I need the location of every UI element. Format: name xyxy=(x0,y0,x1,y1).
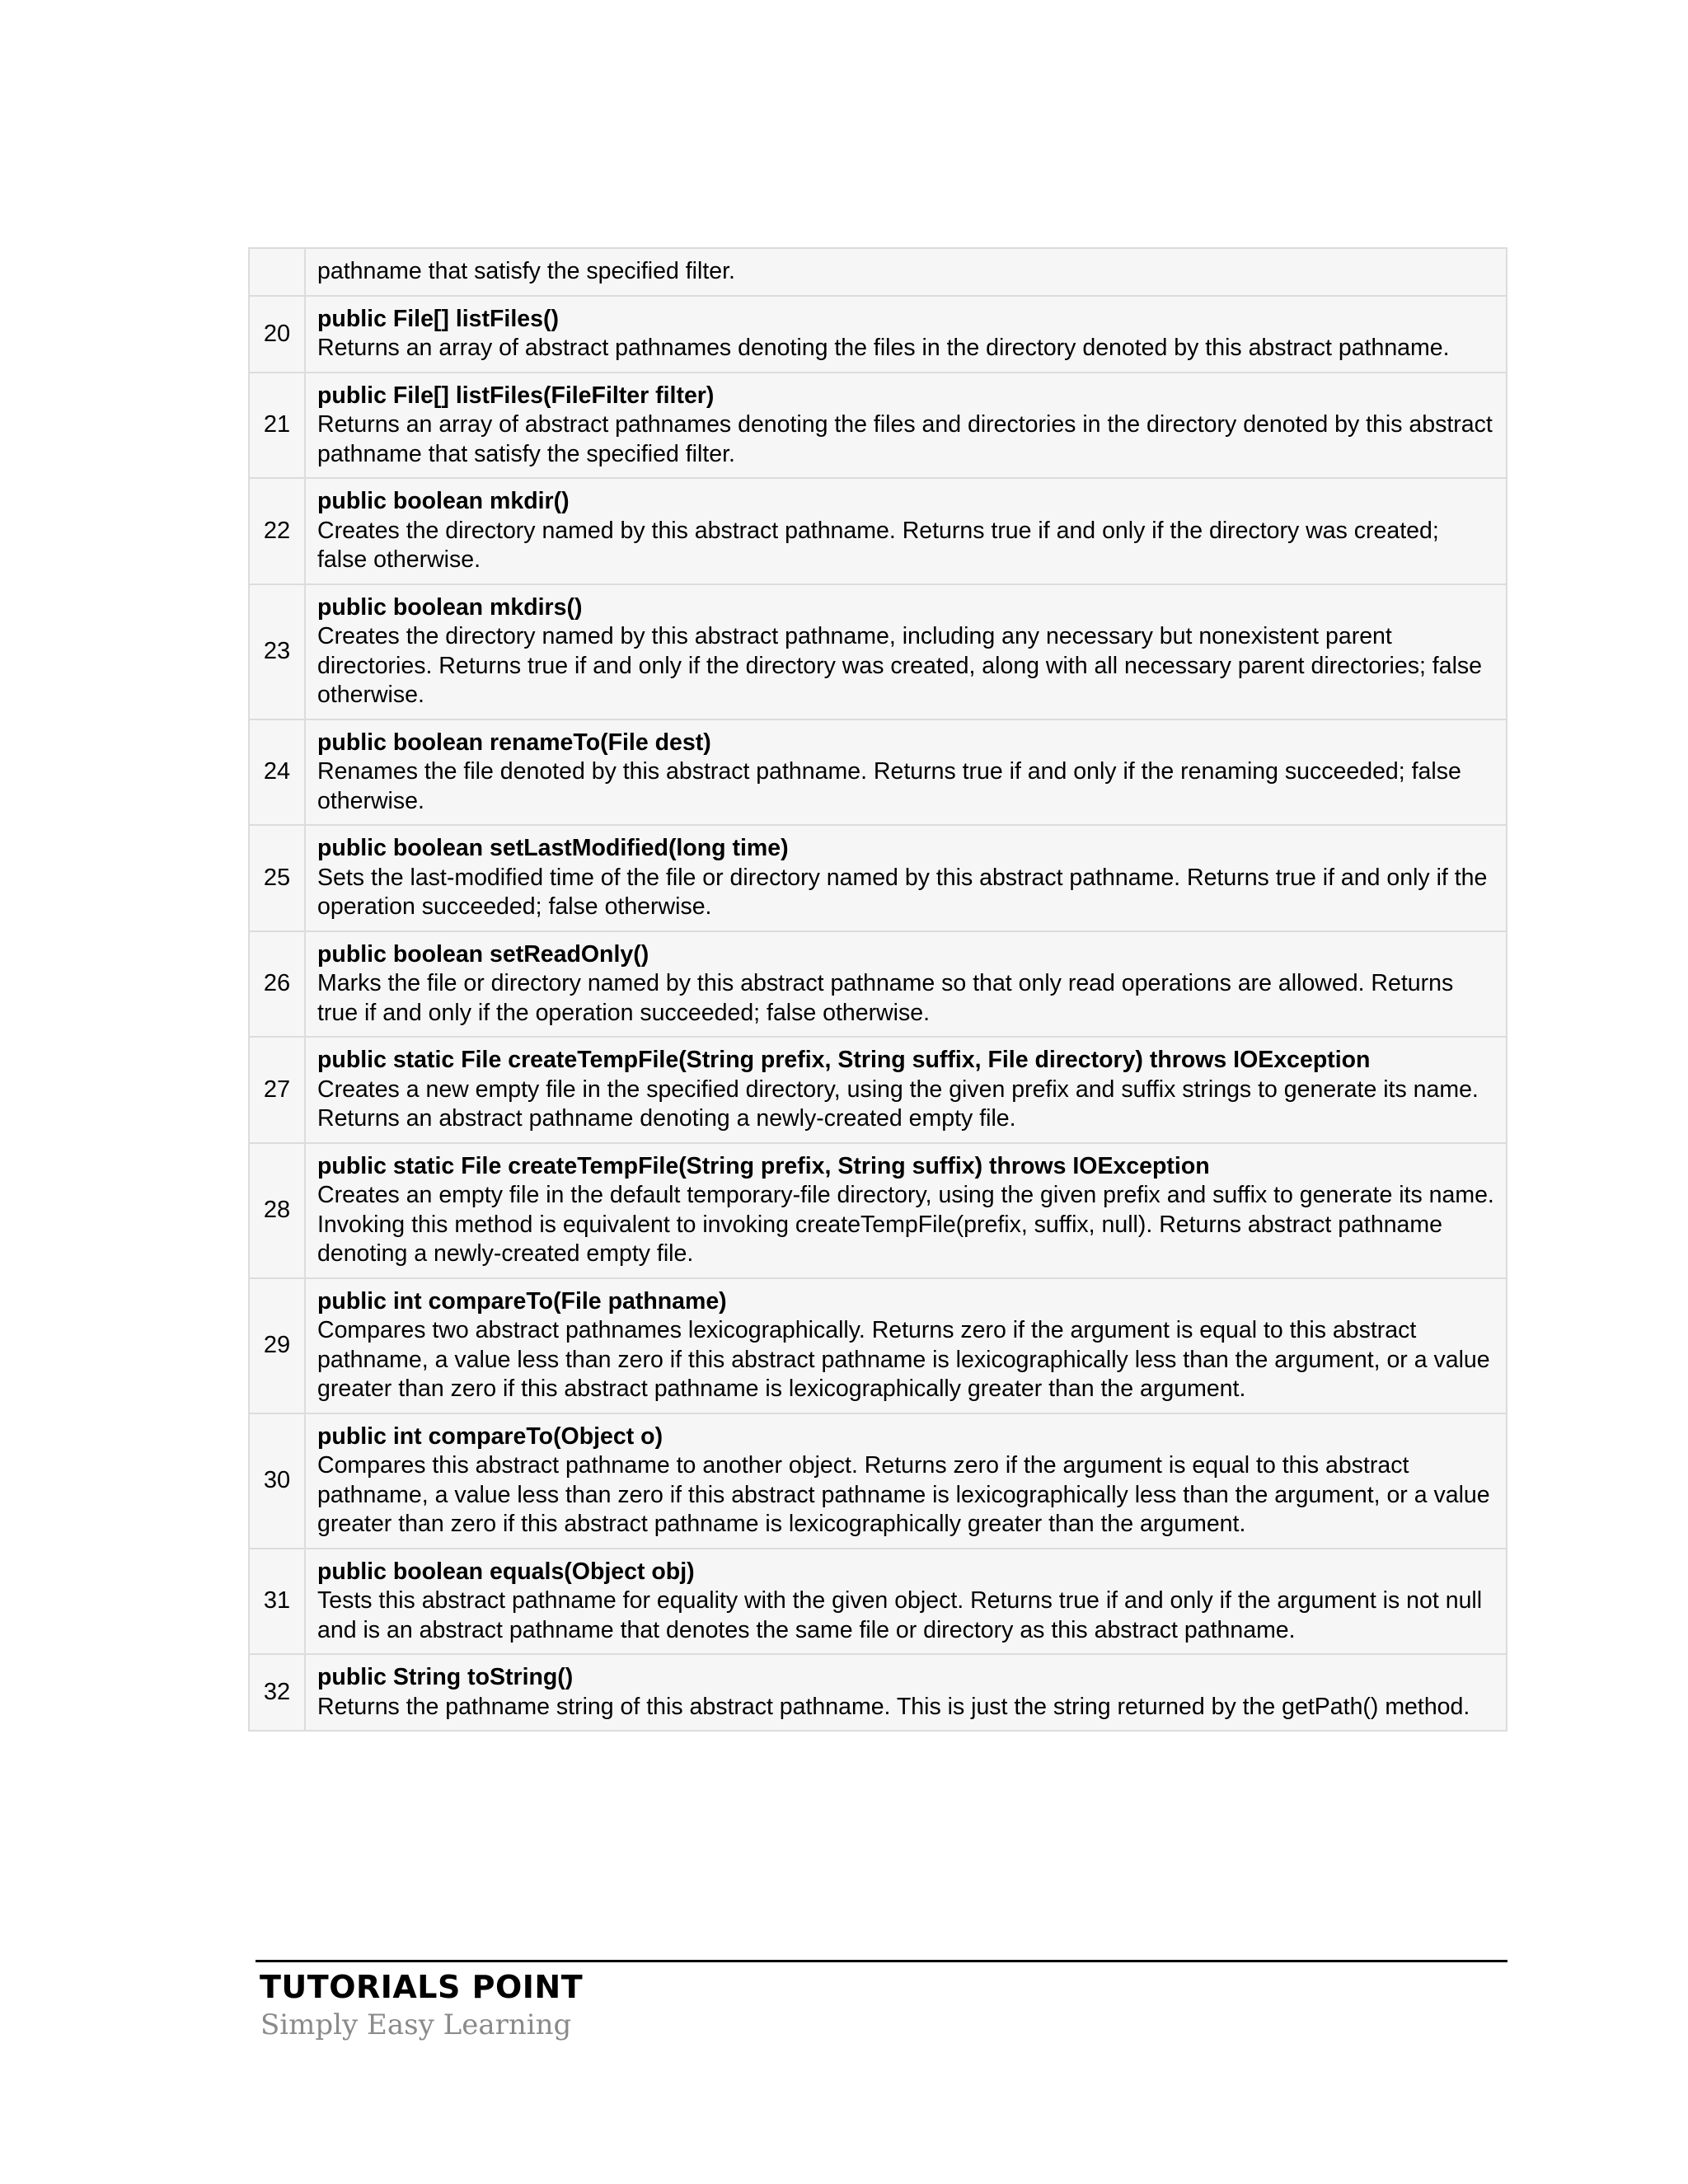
method-signature: public int compareTo(Object o) xyxy=(317,1422,663,1450)
row-number xyxy=(249,248,305,296)
method-description: Returns an array of abstract pathnames denoting the files and directories in the directory denoted by this abstract pathname that satisfy the specified filter. xyxy=(317,411,1493,467)
method-signature: public boolean mkdir() xyxy=(317,488,570,514)
row-number: 22 xyxy=(249,478,305,584)
table-row xyxy=(249,1413,1507,1549)
method-cell xyxy=(305,478,1507,584)
method-cell xyxy=(305,719,1507,826)
footer-brand: TUTORIALS POINT xyxy=(260,1969,584,2005)
table-row xyxy=(249,1278,1507,1413)
row-number: 25 xyxy=(249,825,305,931)
table-row xyxy=(249,296,1507,373)
table-row xyxy=(249,478,1507,584)
row-number: 20 xyxy=(249,296,305,373)
method-signature: public boolean equals(Object obj) xyxy=(317,1558,695,1585)
method-cell xyxy=(305,373,1507,479)
method-signature: public boolean mkdirs() xyxy=(317,593,583,621)
method-cell xyxy=(305,1549,1507,1655)
method-description: Marks the file or directory named by this abstract pathname so that only read operations are allowed. Returns true if and only if the operation succeeded; false otherwise. xyxy=(317,970,1454,1026)
table-row xyxy=(249,719,1507,826)
method-description: Sets the last-modified time of the file or directory named by this abstract pathname. Returns true if and only if the operation succeeded; false otherwise. xyxy=(317,864,1488,920)
method-signature: public boolean setLastModified(long time) xyxy=(317,835,789,861)
method-cell xyxy=(305,1413,1507,1549)
row-number: 30 xyxy=(249,1413,305,1549)
method-cell xyxy=(305,248,1507,296)
footer-divider xyxy=(256,1960,1507,1962)
method-signature: public static File createTempFile(String prefix, String suffix, File directory) throws IOException xyxy=(317,1047,1371,1073)
method-description: Creates the directory named by this abstract pathname. Returns true if and only if the directory was created; false otherwise. xyxy=(317,517,1439,573)
row-number: 29 xyxy=(249,1278,305,1413)
method-description: Compares two abstract pathnames lexicographically. Returns zero if the argument is equal to this abstract pathname, a value less than zero if this abstract pathname is lexicographically less than the argument, or a value greater than zero if this abstract pathname is lexicographically greater than the argument. xyxy=(317,1317,1490,1402)
table-row xyxy=(249,825,1507,931)
method-description: Returns an array of abstract pathnames denoting the files in the directory denoted by this abstract pathname. xyxy=(317,335,1450,361)
table-row xyxy=(249,584,1507,719)
method-signature: public File[] listFiles() xyxy=(317,305,559,332)
method-description: Tests this abstract pathname for equality with the given object. Returns true if and only if the argument is not null and is an abstract pathname that denotes the same file or directory as this abstract pathname. xyxy=(317,1587,1483,1643)
method-description: Creates an empty file in the default temporary-file directory, using the given prefix and suffix to generate its name. Invoking this method is equivalent to invoking createTempFile(prefix, suffix, null). Returns abstract pathname denoting a newly-created empty file. xyxy=(317,1182,1494,1267)
method-signature: public boolean renameTo(File dest) xyxy=(317,729,711,756)
method-description: Compares this abstract pathname to another object. Returns zero if the argument is equal to this abstract pathname, a value less than zero if this abstract pathname is lexicographically less than the argument, or a value greater than zero if this abstract pathname is lexicographically greater than the argument. xyxy=(317,1452,1490,1537)
method-description: Creates the directory named by this abstract pathname, including any necessary but nonexistent parent directories. Returns true if and only if the directory was created, along with all necessary parent directories; false otherwise. xyxy=(317,623,1483,708)
footer-tagline: Simply Easy Learning xyxy=(260,2008,572,2041)
method-signature: public String toString() xyxy=(317,1664,574,1690)
method-cell xyxy=(305,1037,1507,1143)
method-cell xyxy=(305,1143,1507,1278)
methods-table-body xyxy=(249,248,1507,1731)
method-cell xyxy=(305,296,1507,373)
method-description: Creates a new empty file in the specified directory, using the given prefix and suffix strings to generate its name. Returns an abstract pathname denoting a newly-created empty file. xyxy=(317,1076,1479,1132)
method-description: Renames the file denoted by this abstract pathname. Returns true if and only if the renaming succeeded; false otherwise. xyxy=(317,758,1461,814)
row-number: 32 xyxy=(249,1654,305,1731)
method-cell xyxy=(305,1278,1507,1413)
method-signature: public boolean setReadOnly() xyxy=(317,940,649,968)
row-number: 31 xyxy=(249,1549,305,1655)
method-description: Returns the pathname string of this abstract pathname. This is just the string returned by the getPath() method. xyxy=(317,1693,1470,1720)
table-row xyxy=(249,931,1507,1038)
table-row xyxy=(249,1037,1507,1143)
table-row xyxy=(249,373,1507,479)
row-number: 23 xyxy=(249,584,305,719)
method-signature: public File[] listFiles(FileFilter filter) xyxy=(317,382,715,409)
row-number: 24 xyxy=(249,719,305,826)
row-number: 21 xyxy=(249,373,305,479)
method-signature: public int compareTo(File pathname) xyxy=(317,1287,727,1315)
row-number: 26 xyxy=(249,931,305,1038)
method-signature: public static File createTempFile(String prefix, String suffix) throws IOException xyxy=(317,1152,1210,1179)
method-cell xyxy=(305,825,1507,931)
row-number: 28 xyxy=(249,1143,305,1278)
row-number: 27 xyxy=(249,1037,305,1143)
table-row xyxy=(249,1549,1507,1655)
table-row xyxy=(249,248,1507,296)
table-row xyxy=(249,1654,1507,1731)
method-cell xyxy=(305,931,1507,1038)
method-description: pathname that satisfy the specified filter. xyxy=(317,258,735,284)
method-cell xyxy=(305,584,1507,719)
methods-table xyxy=(248,247,1507,1732)
table-row xyxy=(249,1143,1507,1278)
method-cell xyxy=(305,1654,1507,1731)
